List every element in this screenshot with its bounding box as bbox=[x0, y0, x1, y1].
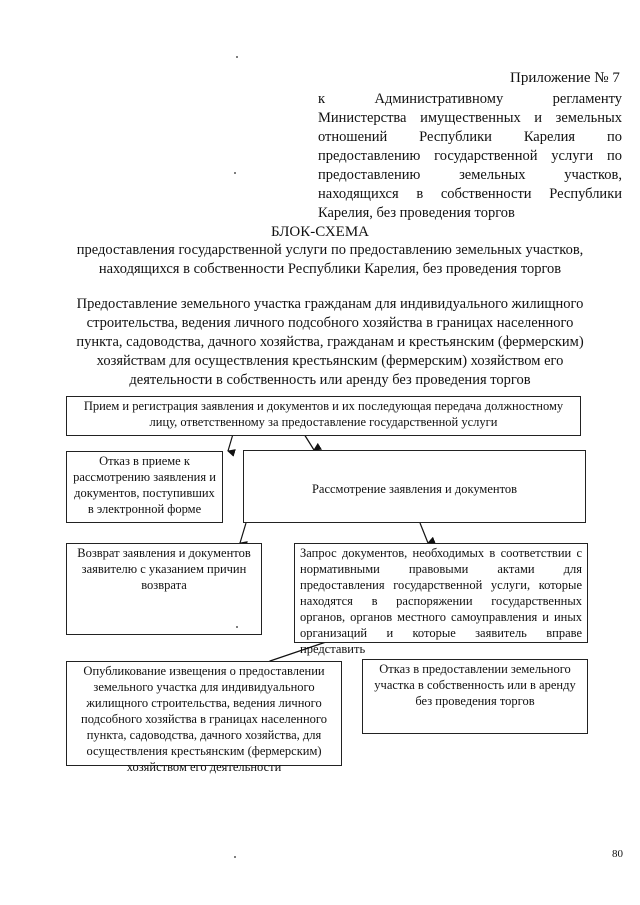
scan-speck bbox=[234, 172, 236, 174]
arrow-to-return bbox=[240, 523, 246, 543]
intake-text: Прием и регистрация заявления и документов и их последующая передача должностному лицу, ответственному за предоставление государственной услуги bbox=[83, 399, 564, 429]
appendix-reference: к Административному регламенту Министерства имущественных и земельных отношений Республики Карелия по предоставлению государственной услуги по предоставлению земельных участков, находящихся в собственности Республики Карелия, без проведения торгов bbox=[318, 91, 622, 221]
review-text: Рассмотрение заявления и документов bbox=[311, 482, 518, 496]
intake-box bbox=[66, 396, 581, 436]
appendix-title: Приложение № 7 bbox=[510, 70, 620, 86]
arrow-to-request bbox=[420, 523, 428, 543]
return-text: Возврат заявления и документов заявителю с указанием причин возврата bbox=[77, 546, 251, 592]
refuse-grant-text: Отказ в предоставлении земельного участка в собственность или в аренду без проведения торгов bbox=[374, 662, 576, 708]
scan-speck bbox=[236, 626, 238, 628]
return-box bbox=[66, 543, 262, 635]
arrow-to-review bbox=[304, 434, 314, 450]
scheme-subtitle: предоставления государственной услуги по предоставлению земельных участков, находящихся в собственности Республики Карелия, без проведения торгов bbox=[76, 242, 584, 277]
section-title: Предоставление земельного участка гражданам для индивидуального жилищного строительства, ведения личного подсобного хозяйства в границах населенного пункта, садоводства, дачного хозяйства, гражданам и крестьянским (фермерским) хозяйствам для осуществления крестьянским (фермерским) хозяйством его деятельности в собственность или аренду без проведения торгов bbox=[76, 296, 584, 388]
publish-text: Опубликование извещения о предоставлении земельного участка для индивидуального жилищного строительства, ведения личного подсобного хозяйства в границах населенного пункта, садоводства, дачного хозяйства, для осуществления крестьянским (фермерским) хозяйством его деятельности bbox=[81, 664, 327, 774]
scheme-title: БЛОК-СХЕМА bbox=[270, 224, 370, 240]
scan-speck bbox=[234, 856, 236, 858]
request-box bbox=[294, 543, 588, 656]
scan-speck bbox=[236, 56, 238, 58]
review-box bbox=[243, 450, 586, 523]
publish-box bbox=[66, 661, 342, 774]
refuse-grant-box bbox=[362, 659, 588, 734]
refuse-intake-box bbox=[66, 451, 223, 523]
arrow-to-refuse-intake bbox=[228, 434, 233, 451]
request-text: Запрос документов, необходимых в соответствии с нормативными правовыми актами для предоставления государственной услуги, которые находятся в распоряжении государственных органов, органов местного самоуправления и иных организаций и которые заявитель вправе представить bbox=[300, 546, 582, 656]
page-number: 80 bbox=[612, 848, 623, 860]
refuse-intake-text: Отказ в приеме к рассмотрению заявления и документов, поступивших в электронной форме bbox=[73, 454, 216, 516]
